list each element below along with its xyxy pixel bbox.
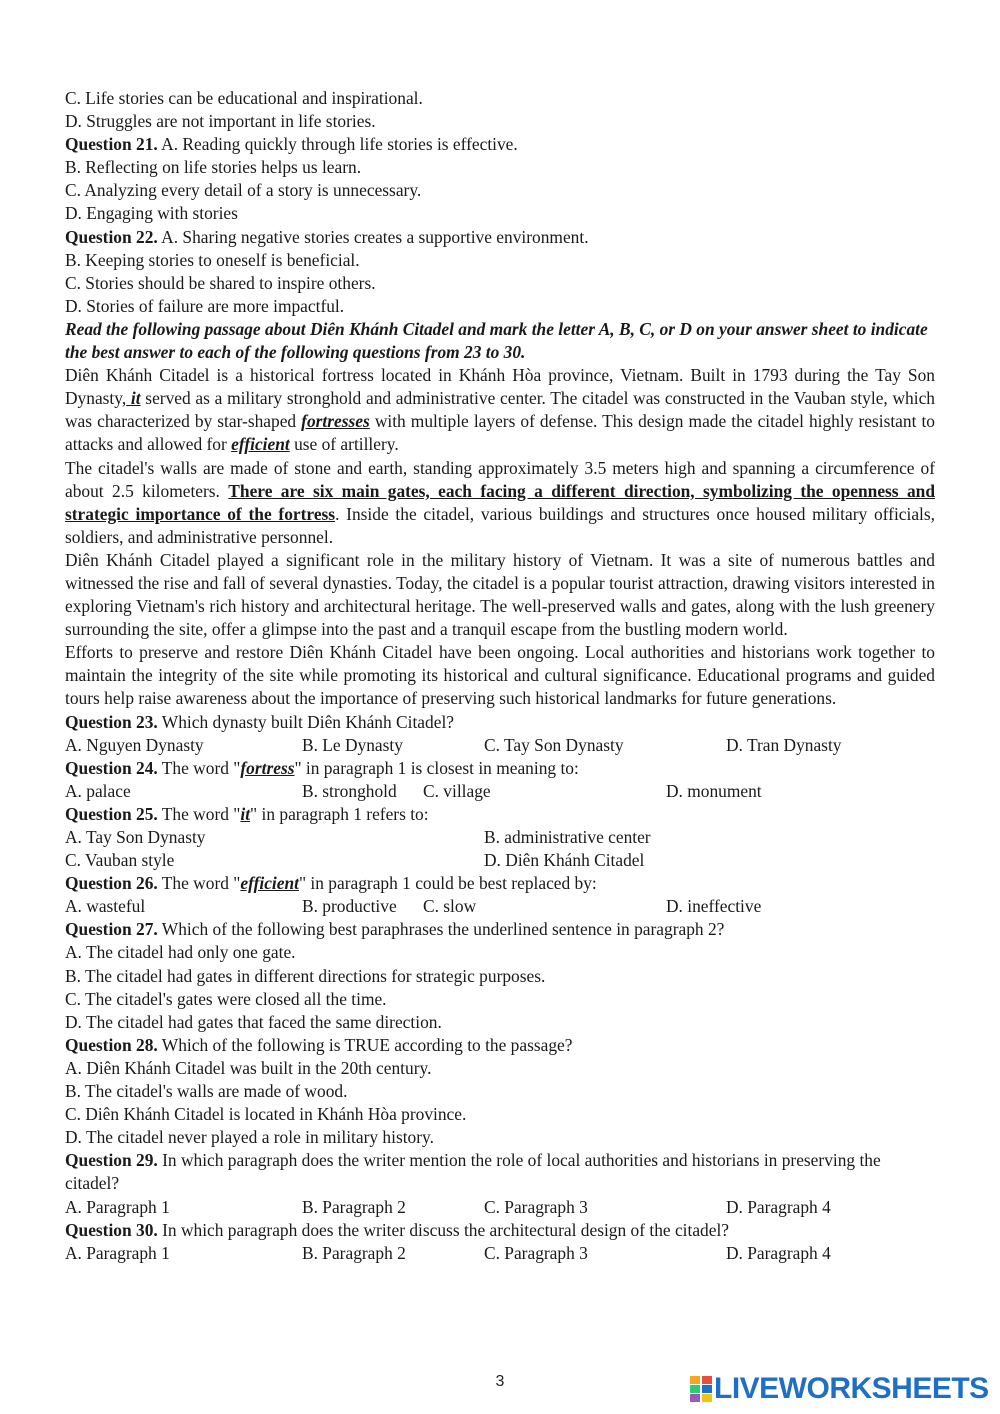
question-22 — [65, 226, 935, 249]
question-text: The word " — [157, 873, 241, 894]
keyword-it: it — [240, 803, 251, 824]
options-row — [65, 1242, 935, 1265]
question-text: " in paragraph 1 is closest in meaning to: — [294, 757, 579, 778]
answer-option: D. Struggles are not important in life stories. — [65, 111, 376, 132]
option-c: C. slow — [423, 896, 477, 917]
answer-option: B. Reflecting on life stories helps us learn. — [65, 157, 362, 178]
question-text: The word " — [157, 757, 241, 778]
options-row — [65, 734, 935, 757]
option-d: D. monument — [666, 780, 762, 801]
option-c: C. Paragraph 3 — [484, 1242, 588, 1263]
option-d: D. Diên Khánh Citadel — [484, 850, 645, 871]
passage-paragraph-4: Efforts to preserve and restore Diên Khánh Citadel have been ongoing. Local authorities and historians work together to maintain the integrity of the site while promoting its historical and cultural significance. Educational programs and guided tours help raise awareness about the importance of preserving such historical landmarks for future generations. — [65, 642, 935, 709]
question-text: In which paragraph does the writer discuss the architectural design of the citadel? — [157, 1219, 730, 1240]
options-row — [65, 780, 935, 803]
question-label: Question 27. — [65, 919, 158, 940]
question-25 — [65, 803, 935, 826]
underlined-sentence: There are six main gates, each facing a different direction, symbolizing the openness and strategic importance of the fortress — [65, 480, 935, 524]
answer-option: B. Keeping stories to oneself is beneficial. — [65, 249, 360, 270]
question-30 — [65, 1219, 935, 1242]
option-c: C. village — [423, 780, 491, 801]
option-b: B. The citadel had gates in different directions for strategic purposes. — [65, 965, 546, 986]
question-label: Question 23. — [65, 711, 158, 732]
option-c: C. Tay Son Dynasty — [484, 734, 624, 755]
passage-text: with multiple layers of defense. This design made the citadel highly resistant to attacks and allowed for — [65, 411, 935, 455]
option-c: C. Vauban style — [65, 850, 175, 871]
option-b: B. Paragraph 2 — [302, 1196, 406, 1217]
keyword-it: it — [126, 388, 141, 409]
question-label: Question 30. — [65, 1219, 158, 1240]
option-a: A. palace — [65, 780, 131, 801]
option-a: A. wasteful — [65, 896, 146, 917]
option-b: B. stronghold — [302, 780, 397, 801]
keyword-fortresses: fortresses — [301, 411, 370, 432]
answer-option: C. Analyzing every detail of a story is unnecessary. — [65, 180, 422, 201]
question-21 — [65, 133, 935, 156]
option-d: D. Paragraph 4 — [726, 1242, 831, 1263]
option-b: B. The citadel's walls are made of wood. — [65, 1081, 348, 1102]
passage-paragraph-2 — [65, 457, 935, 549]
options-row — [65, 826, 935, 849]
option-b: B. Le Dynasty — [302, 734, 403, 755]
options-row — [65, 1196, 935, 1219]
page-number: 3 — [495, 1373, 505, 1390]
question-text: Which of the following best paraphrases the underlined sentence in paragraph 2? — [157, 919, 725, 940]
answer-option: C. Stories should be shared to inspire others. — [65, 272, 376, 293]
question-text: In which paragraph does the writer mention the role of local authorities and historians in preserving the citadel? — [65, 1150, 881, 1194]
answer-option: A. Reading quickly through life stories is effective. — [161, 134, 518, 155]
keyword-efficient: efficient — [231, 434, 290, 455]
worksheet-page — [65, 87, 935, 1265]
passage-paragraph-3: Diên Khánh Citadel played a significant role in the military history of Vietnam. It was a site of numerous battles and witnessed the rise and fall of several dynasties. Today, the citadel is a popular tourist attraction, drawing visitors interested in exploring Vietnam's rich history and architectural heritage. The well-preserved walls and gates, along with the lush greenery surrounding the site, offer a glimpse into the past and a tranquil escape from the bustling modern world. — [65, 549, 935, 640]
answer-option: D. Stories of failure are more impactful. — [65, 295, 345, 316]
passage-text: . Inside the citadel, various buildings and structures once housed military officials, soldiers, and administrative personnel. — [65, 503, 935, 547]
question-label: Question 21. — [65, 134, 158, 155]
question-label: Question 29. — [65, 1150, 158, 1171]
options-row — [65, 895, 935, 918]
option-a: A. Paragraph 1 — [65, 1242, 170, 1263]
question-label: Question 24. — [65, 757, 158, 778]
question-label: Question 26. — [65, 873, 158, 894]
option-a: A. Nguyen Dynasty — [65, 734, 204, 755]
question-text: " in paragraph 1 could be best replaced by: — [298, 873, 597, 894]
option-c: C. Paragraph 3 — [484, 1196, 588, 1217]
liveworksheets-logo[interactable] — [690, 1372, 989, 1406]
question-text: Which of the following is TRUE according to the passage? — [157, 1034, 573, 1055]
passage-text: use of artillery. — [289, 434, 399, 455]
question-28 — [65, 1034, 935, 1057]
question-text: The word " — [157, 803, 241, 824]
keyword-efficient: efficient — [240, 873, 299, 894]
option-d: D. The citadel had gates that faced the same direction. — [65, 1011, 442, 1032]
option-b: B. Paragraph 2 — [302, 1242, 406, 1263]
answer-option: D. Engaging with stories — [65, 203, 238, 224]
option-c: C. The citadel's gates were closed all the time. — [65, 988, 387, 1009]
question-26 — [65, 872, 935, 895]
option-d: D. Tran Dynasty — [726, 734, 842, 755]
option-b: B. administrative center — [484, 827, 651, 847]
passage-text: Diên Khánh Citadel is a historical fortress located in Khánh Hòa province, Vietnam. Built in 1793 during the Tay Son Dynasty, — [65, 365, 935, 409]
option-a: A. Paragraph 1 — [65, 1196, 170, 1217]
question-label: Question 25. — [65, 803, 158, 824]
question-23 — [65, 711, 935, 734]
question-27 — [65, 918, 935, 941]
question-label: Question 28. — [65, 1034, 158, 1055]
question-text: Which dynasty built Diên Khánh Citadel? — [157, 711, 454, 732]
liveworksheets-icon — [690, 1376, 712, 1402]
passage-paragraph-1 — [65, 364, 935, 456]
passage-text: The citadel's walls are made of stone and earth, standing approximately 3.5 meters high and spanning a circumference of about 2.5 kilometers. — [65, 457, 935, 501]
option-a: A. Diên Khánh Citadel was built in the 20th century. — [65, 1057, 432, 1078]
keyword-fortress: fortress — [240, 757, 295, 778]
option-b: B. productive — [302, 896, 397, 917]
brand-name: LIVEWORKSHEETS — [714, 1372, 989, 1405]
option-c: C. Diên Khánh Citadel is located in Khánh Hòa province. — [65, 1104, 467, 1125]
option-a: A. The citadel had only one gate. — [65, 942, 296, 963]
option-d: D. Paragraph 4 — [726, 1196, 831, 1217]
passage-text: served as a military stronghold and administrative center. The citadel was constructed in the Vauban style, which was characterized by star-shaped — [65, 388, 935, 432]
question-24 — [65, 757, 935, 780]
question-label: Question 22. — [65, 226, 158, 247]
question-text: " in paragraph 1 refers to: — [250, 803, 429, 824]
option-a: A. Tay Son Dynasty — [65, 827, 206, 847]
reading-instruction: Read the following passage about Diên Khánh Citadel and mark the letter A, B, C, or D on your answer sheet to indicate the best answer to each of the following questions from 23 to 30. — [65, 318, 928, 363]
question-29 — [65, 1149, 935, 1195]
answer-option: A. Sharing negative stories creates a supportive environment. — [161, 226, 589, 247]
option-d: D. The citadel never played a role in military history. — [65, 1127, 434, 1148]
answer-option: C. Life stories can be educational and inspirational. — [65, 88, 423, 108]
option-d: D. ineffective — [666, 896, 762, 917]
options-row — [65, 849, 935, 872]
